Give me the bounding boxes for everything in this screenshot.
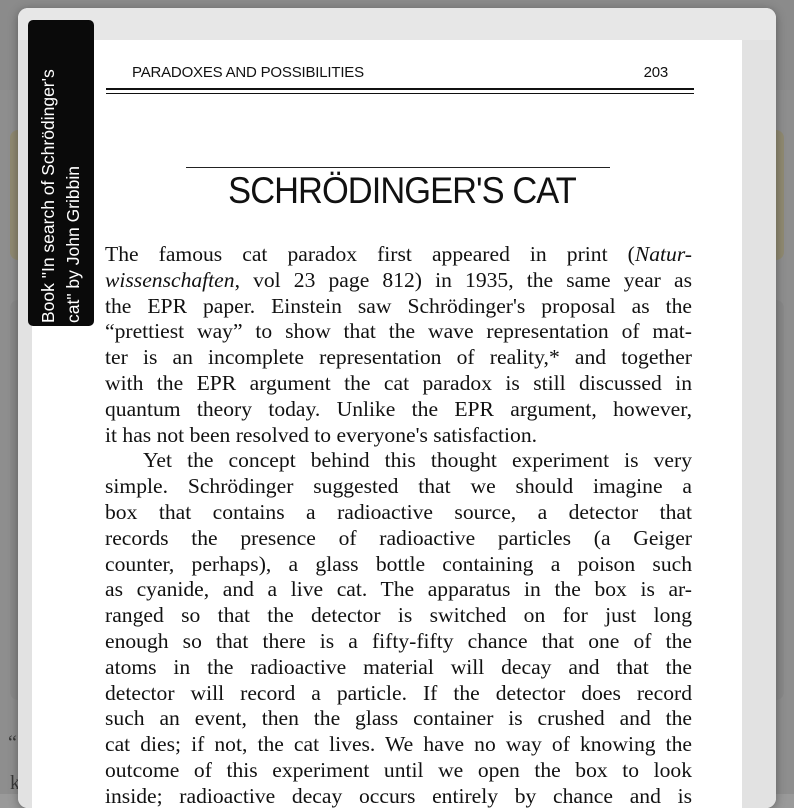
text-line: records the presence of radioactive particles (a Geiger <box>105 525 692 550</box>
text-line: box that contains a radioactive source, a detector that <box>105 499 692 524</box>
text-line: ranged so that the detector is switched on for just long <box>105 603 692 628</box>
text-line: inside; radioactive decay occurs entirely by chance and is <box>105 783 692 808</box>
text-line: ter is an incomplete representation of reality,* and together <box>105 345 692 370</box>
running-head-title: PARADOXES AND POSSIBILITIES <box>132 64 364 81</box>
text-line: simple. Schrödinger suggested that we should imagine a <box>105 474 692 499</box>
text-line: as cyanide, and a live cat. The apparatus in the box is ar- <box>105 577 692 602</box>
text-line: with the EPR argument the cat paradox is still discussed in <box>105 370 692 395</box>
scan-margin-top <box>18 8 776 40</box>
text-line: outcome of this experiment until we open the box to look <box>105 757 692 782</box>
text-line: wissenschaften, vol 23 page 812) in 1935, the same year as <box>105 267 692 292</box>
text-line: it has not been resolved to everyone's satisfaction. <box>105 422 538 447</box>
chapter-rule <box>186 167 610 168</box>
image-viewer[interactable] <box>18 8 776 808</box>
caption-line: Book "In search of Schrödinger's <box>38 69 58 323</box>
caption-line: cat" by John Gribbin <box>63 166 83 323</box>
text-line: enough so that there is a fifty-fifty chance that one of the <box>105 628 692 653</box>
body-text <box>105 242 692 808</box>
text-line: Yet the concept behind this thought experiment is very <box>143 448 692 473</box>
chapter-title: SCHRÖDINGER'S CAT <box>228 170 576 211</box>
text-line: the EPR paper. Einstein saw Schrödinger's proposal as the <box>105 293 692 318</box>
text-line: atoms in the radioactive material will decay and that the <box>105 654 692 679</box>
text-line: counter, perhaps), a glass bottle containing a poison such <box>105 551 692 576</box>
text-line: The famous cat paradox first appeared in print (Natur- <box>105 242 692 266</box>
header-rule <box>106 93 694 94</box>
text-line: quantum theory today. Unlike the EPR argument, however, <box>105 396 692 421</box>
book-page <box>32 40 742 808</box>
text-line: detector will record a particle. If the detector does record <box>105 680 692 705</box>
image-caption-label <box>28 20 94 326</box>
text-line: “prettiest way” to show that the wave representation of mat- <box>105 319 692 344</box>
running-head <box>132 64 692 84</box>
header-rule <box>106 88 694 90</box>
scan-margin-right <box>742 40 776 808</box>
text-line: such an event, then the glass container is crushed and the <box>105 706 692 731</box>
text-line: cat dies; if not, the cat lives. We have no way of knowing the <box>105 732 692 757</box>
caption-text <box>36 23 86 323</box>
page-number: 203 <box>643 64 668 81</box>
